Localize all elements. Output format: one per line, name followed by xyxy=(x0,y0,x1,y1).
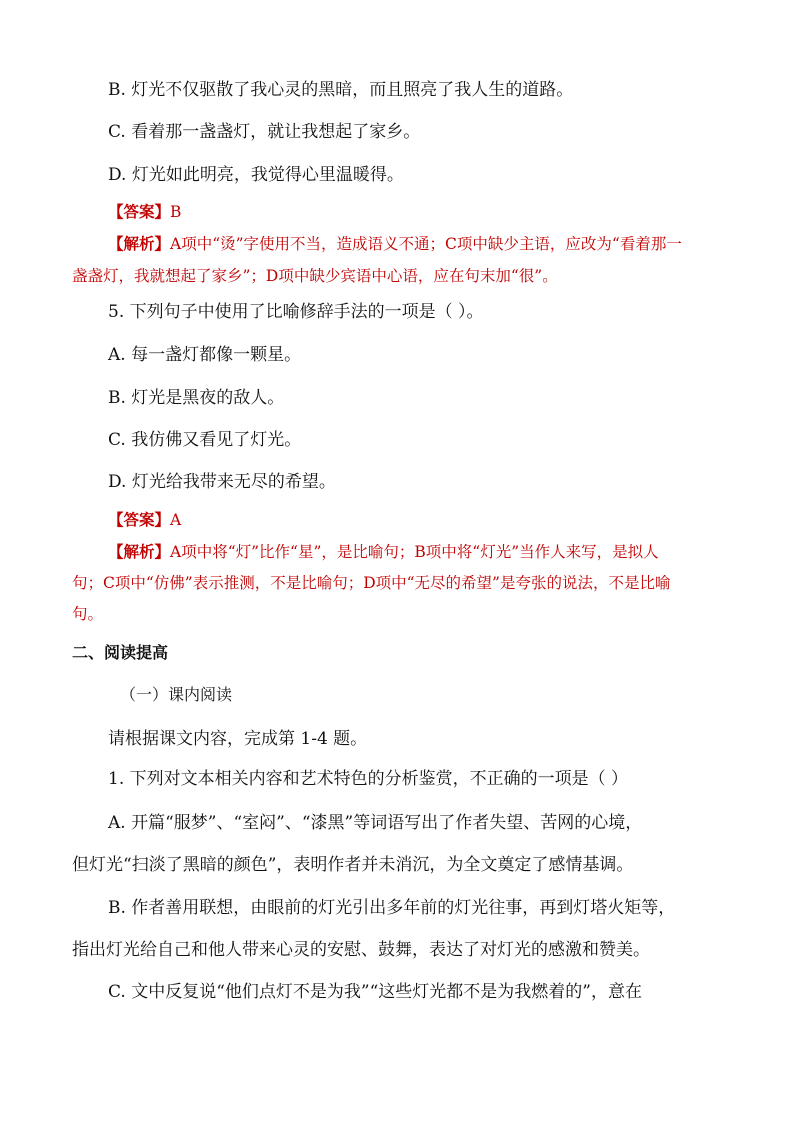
section-title: 二、阅读提高 xyxy=(72,643,169,662)
analysis-tag: 【解析】 xyxy=(108,234,171,253)
q5-answer xyxy=(108,508,181,532)
answer-tag: 【答案】 xyxy=(108,510,171,529)
reading-q1-stem: 1. 下列对文本相关内容和艺术特色的分析鉴赏，不正确的一项是（ ） xyxy=(108,769,629,789)
analysis-text: A项中将“灯”比作“星”，是比喻句；B项中将“灯光”当作人来写，是拟人 xyxy=(170,543,659,561)
reading-q1-option-b-line-1: B. 作者善用联想，由眼前的灯光引出多年前的灯光往事，再到灯塔火矩等， xyxy=(108,898,676,918)
reading-intro: 请根据课文内容，完成第 1-4 题。 xyxy=(108,729,368,749)
reading-q1-option-c-line-1: C. 文中反复说“他们点灯不是为我”“这些灯光都不是为我燃着的”，意在 xyxy=(108,982,642,1002)
reading-q1-option-a-line-2: 但灯光“扫淡了黑暗的颜色”，表明作者并未消沉，为全文奠定了感情基调。 xyxy=(72,855,634,875)
q4-analysis-line-2: 盏盏灯，我就想起了家乡”；D项中缺少宾语中心语，应在句末加“很”。 xyxy=(72,267,558,285)
q4-option-b: B. 灯光不仅驱散了我心灵的黑暗，而且照亮了我人生的道路。 xyxy=(108,80,574,100)
reading-q1-option-a-line-1: A. 开篇“服梦”、“室闷”、“漆黑”等词语写出了作者失望、苦网的心境， xyxy=(108,813,643,833)
q5-option-c: C. 我仿佛又看见了灯光。 xyxy=(108,430,302,450)
q5-option-d: D. 灯光给我带来无尽的希望。 xyxy=(108,472,336,492)
reading-q1-option-b-line-2: 指出灯光给自己和他人带来心灵的安慰、鼓舞，表达了对灯光的感激和赞美。 xyxy=(72,940,650,960)
subsection-title: （一）课内阅读 xyxy=(120,685,233,704)
answer-tag: 【答案】 xyxy=(108,202,171,221)
q4-answer xyxy=(108,200,181,224)
q4-option-d: D. 灯光如此明亮，我觉得心里温暖得。 xyxy=(108,165,404,185)
analysis-tag: 【解析】 xyxy=(108,542,171,561)
q5-option-b: B. 灯光是黑夜的敌人。 xyxy=(108,388,285,408)
q4-analysis-line-1 xyxy=(108,232,682,256)
q5-analysis-line-2: 句；C项中“仿佛”表示推测，不是比喻句；D项中“无尽的希望”是夸张的说法，不是比喻 xyxy=(72,574,671,592)
analysis-text: A项中“烫”字使用不当，造成语义不通；C项中缺少主语，应改为“看着那一 xyxy=(170,235,682,253)
q4-option-c: C. 看着那一盏盏灯，就让我想起了家乡。 xyxy=(108,122,421,142)
q5-option-a: A. 每一盏灯都像一颗星。 xyxy=(108,345,302,365)
q5-stem: 5. 下列句子中使用了比喻修辞手法的一项是（ ）。 xyxy=(108,302,484,322)
q5-analysis-line-1 xyxy=(108,540,659,564)
answer-value: A xyxy=(170,511,182,529)
answer-value: B xyxy=(170,203,182,221)
q5-analysis-line-3: 句。 xyxy=(72,605,104,623)
